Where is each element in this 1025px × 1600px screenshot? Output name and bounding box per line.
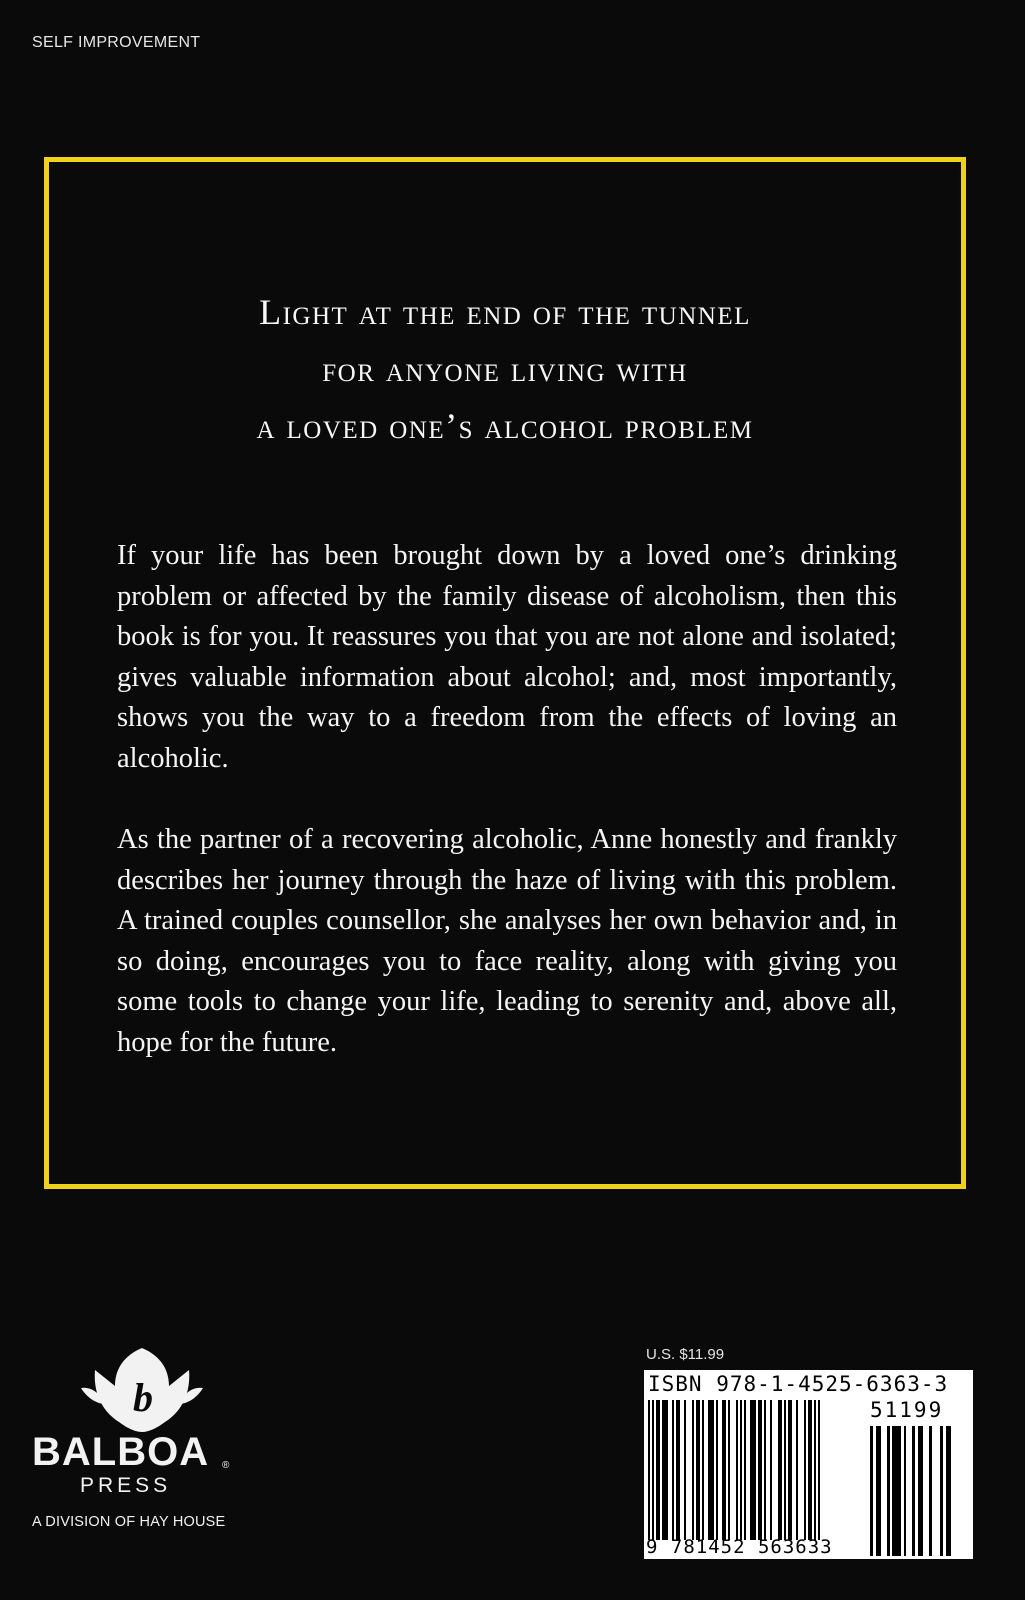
publisher-sub: PRESS — [80, 1474, 172, 1497]
barcode-stripe — [932, 1426, 940, 1556]
blurb-paragraph-2: As the partner of a recovering alcoholic, Anne honestly and frankly describes her journey through the haze of living with this problem. A trained couples counsellor, she analyses her own behavior and, in so doing, encourages you to face reality, along with giving you some tools to change your life, leading to serenity and, above all, hope for the future. — [117, 824, 897, 1058]
logo-letter: b — [133, 1375, 153, 1420]
publisher-logo — [32, 1342, 232, 1562]
blurb-paragraph-1: If your life has been brought down by a loved one’s drinking problem or affected by the family disease of alcoholism, then this book is for you. It reassures you that you are not alone and isolated; gives valuable information about alcohol; and, most importantly, shows you the way to a freedom from the effects of loving an alcoholic. — [117, 540, 897, 774]
headline — [49, 284, 961, 455]
barcode-stripe — [892, 1426, 900, 1556]
headline-line-2: for anyone living with — [322, 349, 688, 389]
registered-mark: ® — [222, 1460, 230, 1471]
category-label: SELF IMPROVEMENT — [32, 34, 201, 51]
publisher-name: BALBOA — [32, 1430, 210, 1474]
price-label: U.S. $11.99 — [646, 1346, 725, 1363]
addon-code: 51199 — [870, 1398, 944, 1422]
headline-line-3: a loved one’s alcohol problem — [256, 406, 754, 446]
barcode-digits: 9 781452 563633 — [646, 1536, 833, 1558]
headline-line-1: Light at the end of the tunnel — [259, 292, 751, 332]
publisher-division: A DIVISION OF HAY HOUSE — [32, 1514, 226, 1530]
barcode-stripe — [951, 1426, 954, 1556]
barcode-stripe — [818, 1400, 820, 1540]
addon-bars — [870, 1426, 968, 1556]
barcode — [644, 1370, 973, 1559]
yellow-frame — [44, 157, 966, 1189]
isbn-text: ISBN 978-1-4525-6363-3 — [648, 1372, 949, 1396]
barcode-bars — [648, 1400, 864, 1540]
